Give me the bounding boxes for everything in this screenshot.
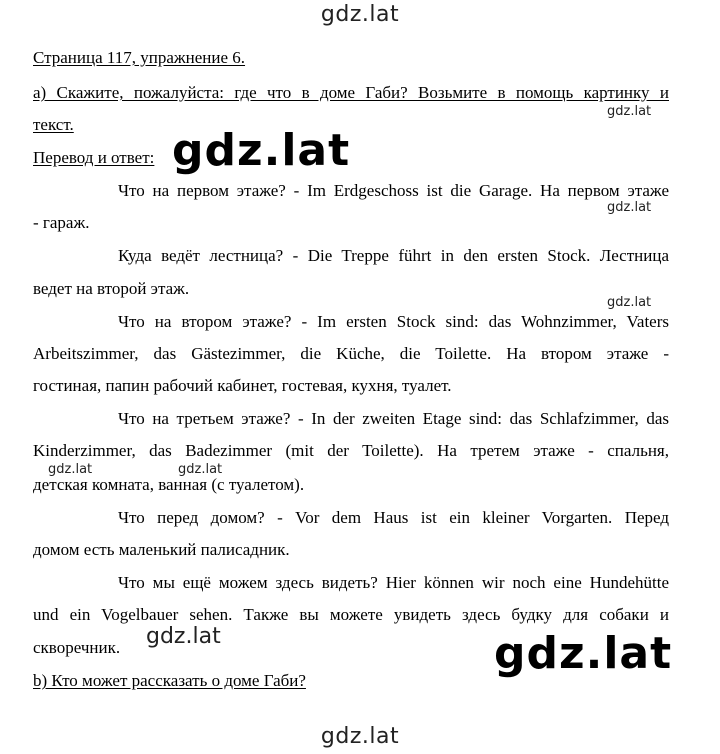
paragraph-4-line-3: детская комната, ванная (с туалетом). (33, 475, 305, 494)
paragraph-3-line-1: Что на втором этаже? - Im ersten Stock sind: das Wohnzimmer, Vaters (118, 312, 669, 331)
paragraph-5-line-1: Что перед домом? - Vor dem Haus ist ein kleiner Vorgarten. Перед (118, 508, 669, 527)
paragraph-4-line-2: Kinderzimmer, das Badezimmer (mit der Toilette). На третем этаже - спальня, (33, 441, 669, 460)
page-header: Страница 117, упражнение 6. (33, 48, 246, 67)
paragraph-6-line-3: скворечник. (33, 638, 121, 657)
watermark-small: gdz.lat (48, 462, 93, 477)
task-b: b) Кто может рассказать о доме Габи? (33, 671, 306, 690)
paragraph-1-line-1: Что на первом этаже? - Im Erdgeschoss ist die Garage. На первом этаже (118, 181, 669, 200)
paragraph-4-line-1: Что на третьем этаже? - In der zweiten Etage sind: das Schlafzimmer, das (118, 409, 669, 428)
paragraph-6-line-1: Что мы ещё можем здесь видеть? Hier können wir noch eine Hundehütte (118, 573, 669, 592)
paragraph-3-line-3: гостиная, папин рабочий кабинет, гостевая, кухня, туалет. (33, 376, 452, 395)
watermark-top: gdz.lat (320, 2, 400, 27)
watermark-small: gdz.lat (178, 462, 223, 477)
watermark-medium: gdz.lat (146, 624, 221, 649)
task-a-line-2: текст. (33, 115, 74, 134)
watermark-big: gdz.lat (172, 125, 351, 176)
paragraph-1-line-2: - гараж. (33, 213, 90, 232)
paragraph-3-line-2: Arbeitszimmer, das Gästezimmer, die Küche, die Toilette. На втором этаже - (33, 344, 669, 363)
translation-label: Перевод и ответ: (33, 148, 155, 167)
paragraph-2-line-2: ведет на второй этаж. (33, 279, 190, 298)
watermark-small: gdz.lat (607, 295, 652, 310)
paragraph-2-line-1: Куда ведёт лестница? - Die Treppe führt in den ersten Stock. Лестница (118, 246, 669, 265)
watermark-bottom: gdz.lat (320, 724, 400, 749)
task-a-line-1: а) Скажите, пожалуйста: где что в доме Габи? Возьмите в помощь картинку и (33, 83, 669, 102)
watermark-small: gdz.lat (607, 200, 652, 215)
paragraph-6-line-2: und ein Vogelbauer sehen. Также вы можете увидеть здесь будку для собаки и (33, 605, 669, 624)
paragraph-5-line-2: домом есть маленький палисадник. (33, 540, 290, 559)
watermark-big: gdz.lat (494, 628, 673, 679)
watermark-small: gdz.lat (607, 104, 652, 119)
